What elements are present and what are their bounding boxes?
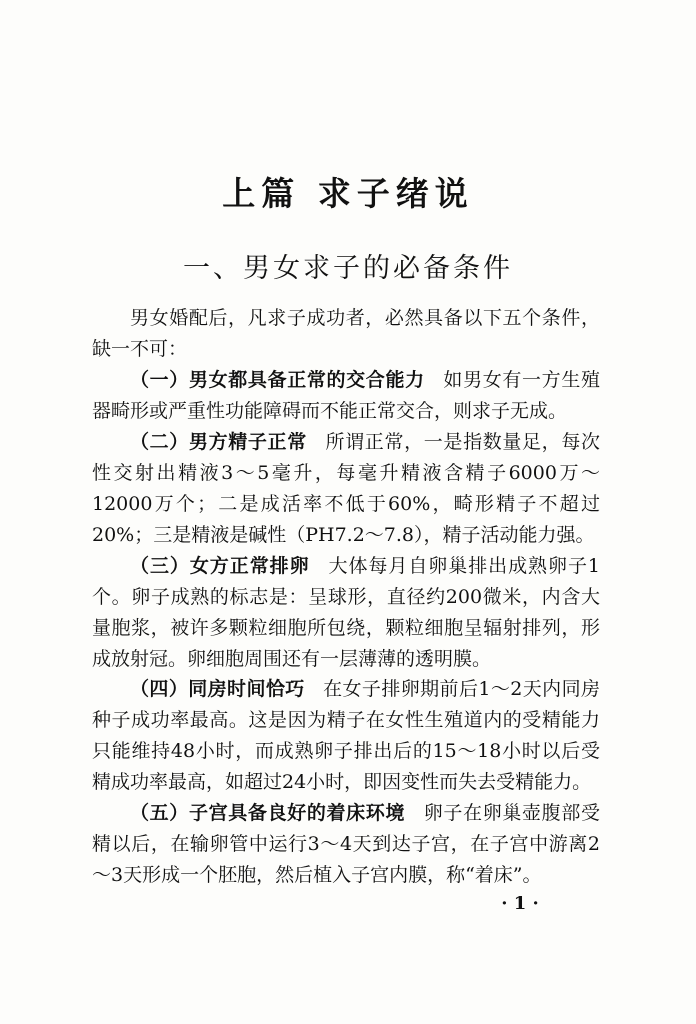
section-title: 一、男女求子的必备条件: [183, 253, 513, 284]
condition-body-4: 在女子排卵期前后1～2天内同房种子成功率最高。这是因为精子在女性生殖道内的受精能力只能维持48小时，而成熟卵子排出后的15～18小时以后受精成功率最高，如超过24小时，即因变性而失去受精能力。: [92, 678, 600, 793]
condition-body-2: 所谓正常，一是指数量足，每次性交射出精液3～5毫升，每毫升精液含精子6000万～12000万个；二是成活率不低于60%，畸形精子不超过20%；三是精液是碱性（PH7.2～7.8），精子活动能力强。: [92, 431, 600, 546]
condition-paragraph-1: [92, 365, 600, 427]
condition-body-1: 如男女有一方生殖器畸形或严重性功能障碍而不能正常交合，则求子无成。: [92, 369, 600, 422]
condition-heading-4: （四）同房时间恰巧: [130, 678, 305, 700]
condition-body-5: 卵子在卵巢壶腹部受精以后，在输卵管中运行3～4天到达子宫，在子宫中游离2～3天形成一个胚胞，然后植入子宫内膜，称“着床”。: [92, 802, 600, 886]
part-title: 上篇 求子绪说: [222, 174, 474, 213]
page-number: · 1 ·: [501, 893, 539, 914]
condition-paragraph-5: [92, 798, 600, 891]
condition-heading-1: （一）男女都具备正常的交合能力: [130, 369, 425, 391]
condition-paragraph-4: [92, 674, 600, 798]
condition-body-3: 大体每月自卵巢排出成熟卵子1个。卵子成熟的标志是：呈球形，直径约200微米，内含大量胞浆，被许多颗粒细胞所包绕，颗粒细胞呈辐射排列，形成放射冠。卵细胞周围还有一层薄薄的透明膜。: [92, 555, 600, 670]
intro-paragraph: [92, 303, 600, 365]
condition-heading-2: （二）男方精子正常: [130, 431, 307, 453]
condition-paragraph-2: [92, 427, 600, 551]
condition-heading-5: （五）子宫具备良好的着床环境: [130, 802, 406, 824]
condition-paragraph-3: [92, 551, 600, 675]
intro-text: 男女婚配后，凡求子成功者，必然具备以下五个条件，缺一不可：: [92, 307, 600, 360]
condition-heading-3: （三）女方正常排卵: [130, 555, 310, 577]
